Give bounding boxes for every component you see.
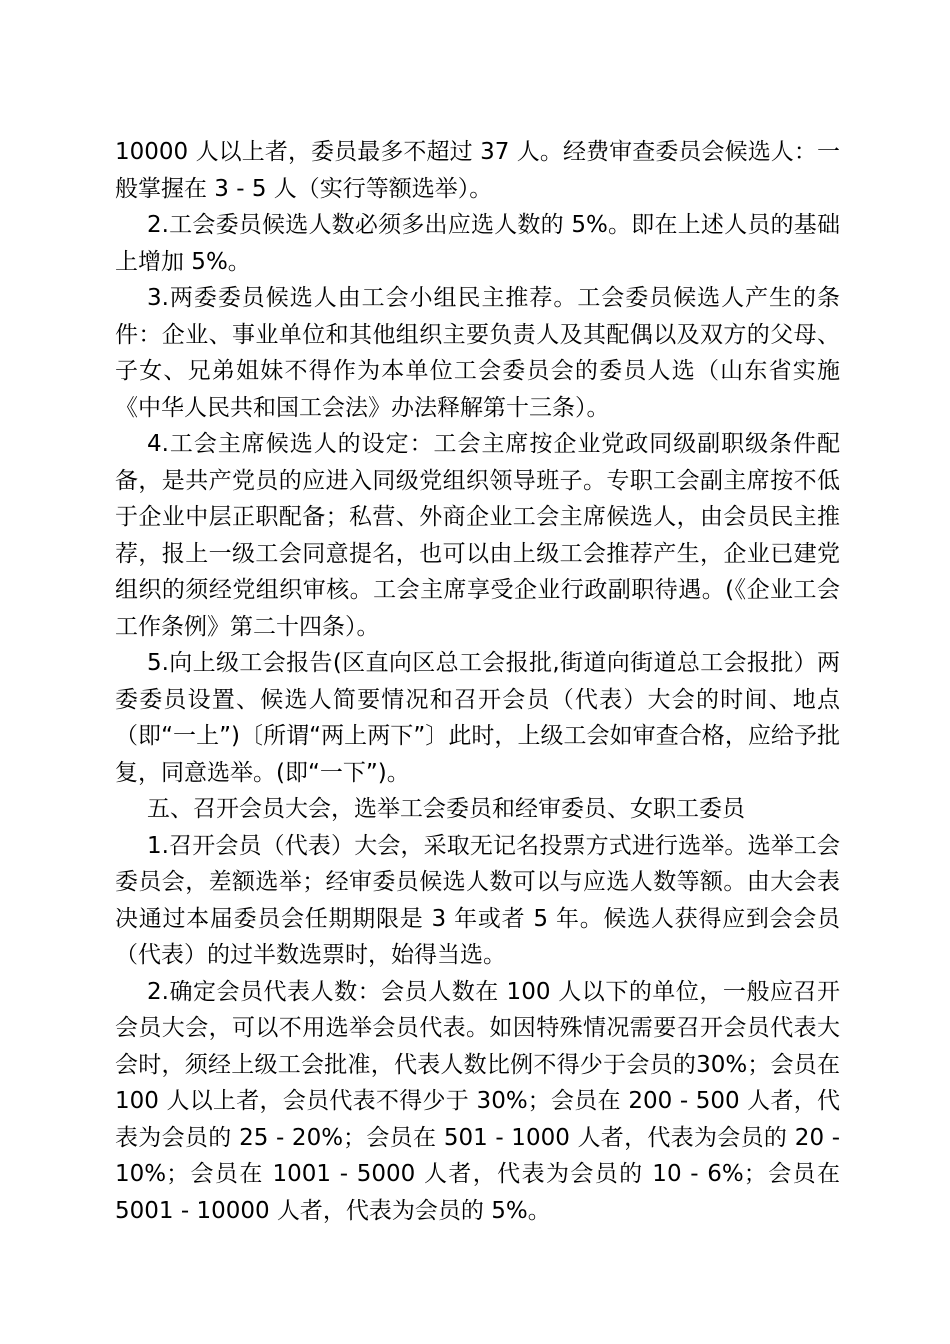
paragraph-continuation: 10000 人以上者，委员最多不超过 37 人。经费审查委员会候选人：一般掌握在 3 - 5 人（实行等额选举）。	[115, 139, 840, 202]
paragraph-item-1: 1.召开会员（代表）大会，采取无记名投票方式进行选举。选举工会委员会，差额选举；经审委员候选人数可以与应选人数等额。由大会表决通过本届委员会任期期限是 3 年或者 5 年。候选人获得应到会会员（代表）的过半数选票时，始得当选。	[115, 832, 840, 968]
paragraph-item-3: 3.两委委员候选人由工会小组民主推荐。工会委员候选人产生的条件：企业、事业单位和其他组织主要负责人及其配偶以及双方的父母、子女、兄弟姐妹不得作为本单位工会委员会的委员人选（山东省实施《中华人民共和国工会法》办法释解第十三条）。	[115, 285, 840, 421]
paragraph-item-2: 2.工会委员候选人数必须多出应选人数的 5%。即在上述人员的基础上增加 5%。	[115, 212, 840, 275]
section-heading-five: 五、召开会员大会，选举工会委员和经审委员、女职工委员	[147, 796, 745, 822]
paragraph-item-2b: 2.确定会员代表人数：会员人数在 100 人以下的单位，一般应召开会员大会，可以不用选举会员代表。如因特殊情况需要召开会员代表大会时，须经上级工会批准，代表人数比例不得少于会员的30%；会员在 100 人以上者，会员代表不得少于 30%；会员在 200 - 500 人者，代表为会员的 25 - 20%；会员在 501 - 1000 人者，代表为会员的 20 - 10%；会员在 1001 - 5000 人者，代表为会员的 10 - 6%；会员在 5001 - 10000 人者，代表为会员的 5%。	[115, 978, 840, 1224]
paragraph-item-5: 5.向上级工会报告(区直向区总工会报批,街道向街道总工会报批）两委委员设置、候选人简要情况和召开会员（代表）大会的时间、地点（即“一上”)〔所谓“两上两下”〕此时，上级工会如审查合格，应给予批复，同意选举。(即“一下”)。	[115, 650, 840, 786]
document-body	[115, 134, 840, 1229]
paragraph-item-4: 4.工会主席候选人的设定：工会主席按企业党政同级副职级条件配备，是共产党员的应进入同级党组织领导班子。专职工会副主席按不低于企业中层正职配备；私营、外商企业工会主席候选人，由会员民主推荐，报上一级工会同意提名，也可以由上级工会推荐产生，企业已建党组织的须经党组织审核。工会主席享受企业行政副职待遇。(《企业工会工作条例》第二十四条）。	[115, 431, 840, 640]
